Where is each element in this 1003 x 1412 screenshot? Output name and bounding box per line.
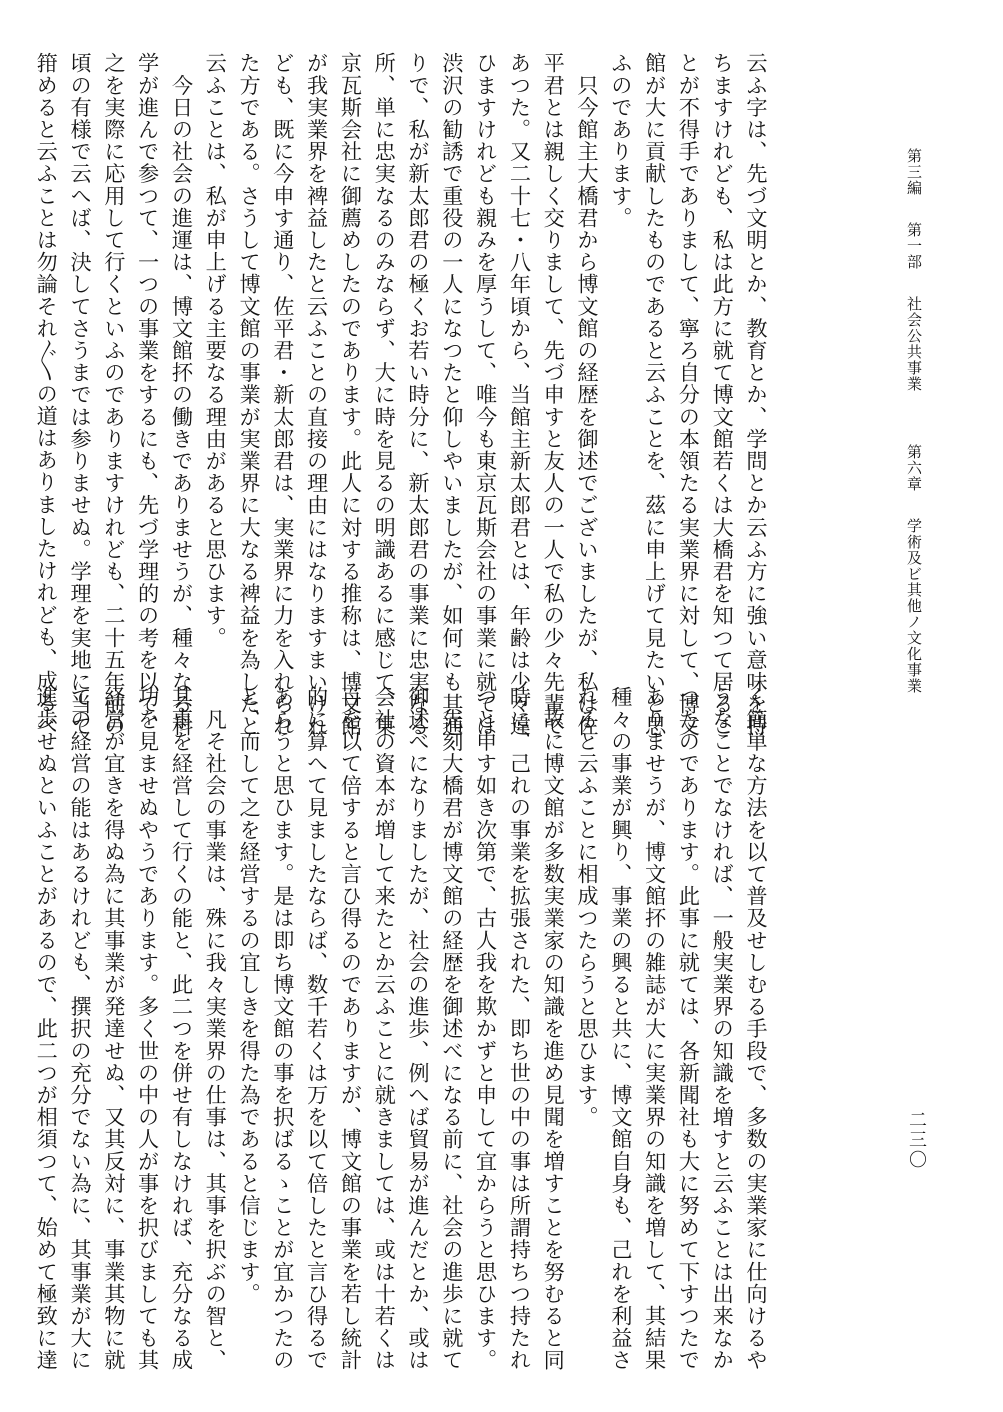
header-bu: 第一部 xyxy=(905,222,923,270)
body-text-lower: く簡単な方法を以て普及せしむる手段で、多数の実業家に仕向けるや うなことでなければ、一般実業界の知識を増すと云ふことは出来なか つたのであります。此事に就ては、各新聞社も大に努めて下すつたで ありませうが、博文館抔の雑誌が大に実業界の知識を増して、其結果 種々の事業が興り、事業の興ると共に、博文館自身も、己れを利益さ れると云ふことに相成つたらうと思ひます。 故に博文館が多数実業家の知識を進め見聞を増すことを努むると同 時に、己れの事業を拡張された、即ち世の中の事は所謂持ちつ持たれ つと申す如き次第で、古人我を欺かずと申して宜からうと思ひます。 先刻大橋君が博文館の経歴を御述べになる前に、社会の進歩に就て 御述べになりましたが、社会の進歩、例へば貿易が進んだとか、或は 会社の資本が増して来たとか云ふことに就きましては、或は十若くは 百を以て倍すると言ひ得るのでありますが、博文館の事業を若し統計 的に算へて見ましたならば、数千若くは万を以て倍したと言ひ得るで あらうと思ひます。是は即ち博文館の事を択ばるゝことが宜かつたの と、而して之を経営するの宜しきを得た為であると信じます。 凡そ社会の事業は、殊に我々実業界の仕事は、其事を択ぶの智と、 其事を経営して行くの能と、此二つを併せ有しなければ、充分なる成 功を見ませぬやうであります。多く世の中の人が事を択びましても其 経営が宜きを得ぬ為に其事業が発達せぬ、又其反対に、事業其物に就 ての経営の能はあるけれども、撰択の充分でない為に、其事業が大に 進歩せぬといふことがあるので、此二つが相須つて、始めて極致に達 xyxy=(34,686,769,1372)
header-sho-title: 学術及ビ其他ノ文化事業 xyxy=(905,518,923,694)
header-bu-title: 社会公共事業 xyxy=(905,296,923,392)
running-header xyxy=(899,148,929,708)
body-text-upper: 云ふ字は、先づ文明とか、教育とか、学問とか云ふ方に強い意味を持 ちますけれども、私は此方に就て博文館若くは大橋君を知つて居るこ とが不得手でありまして、寧ろ自分の本領たる実業界に対して、博文 館が大に貢献したものであると云ふことを、茲に申上げて見たいと思 ふのであります。 只今館主大橋君から博文館の経歴を御述でございましたが、私は佐 平君とは親しく交りまして、先づ申すと友人の一人で私の少々先輩で あつた。又二十七・八年頃から、当館主新太郎君とは、年齢は少々違 ひますけれども親みを厚うして、唯今も東京瓦斯会社の事業に就ては 渋沢の勧誘で重役の一人になつたと仰しやいましたが、如何にも其通 りで、私が新太郎君の極くお若い時分に、新太郎君の事業に忠実なる 所、単に忠実なるのみならず、大に時を見るの明識あるに感じて、東 京瓦斯会社に御薦めしたのであります。此人に対する推称は、博文館 が我実業界を裨益したと云ふことの直接の理由にはなりますまいけれ ども、既に今申す通り、佐平君・新太郎君は、実業界に力を入れられ た方である。さうして博文館の事業が実業界に大なる裨益を為したと 云ふことは、私が申上げる主要なる理由があると思ひます。 今日の社会の進運は、博文館抔の働きでありませうが、種々なる科 学が進んで参つて、一つの事業をするにも、先づ学理的の考を以て、 之を実際に応用して行くといふのでありますけれども、二十五年前の 頃の有様で云へば、決してさうまでは参りませぬ。学理を実地に当て 箝めると云ふことは勿論それ〴〵の道はありましたけれども、成るべ xyxy=(34,52,769,738)
page-number: 二三〇 xyxy=(906,1110,927,1170)
header-hen: 第三編 xyxy=(905,148,923,196)
header-sho: 第六章 xyxy=(905,444,923,492)
